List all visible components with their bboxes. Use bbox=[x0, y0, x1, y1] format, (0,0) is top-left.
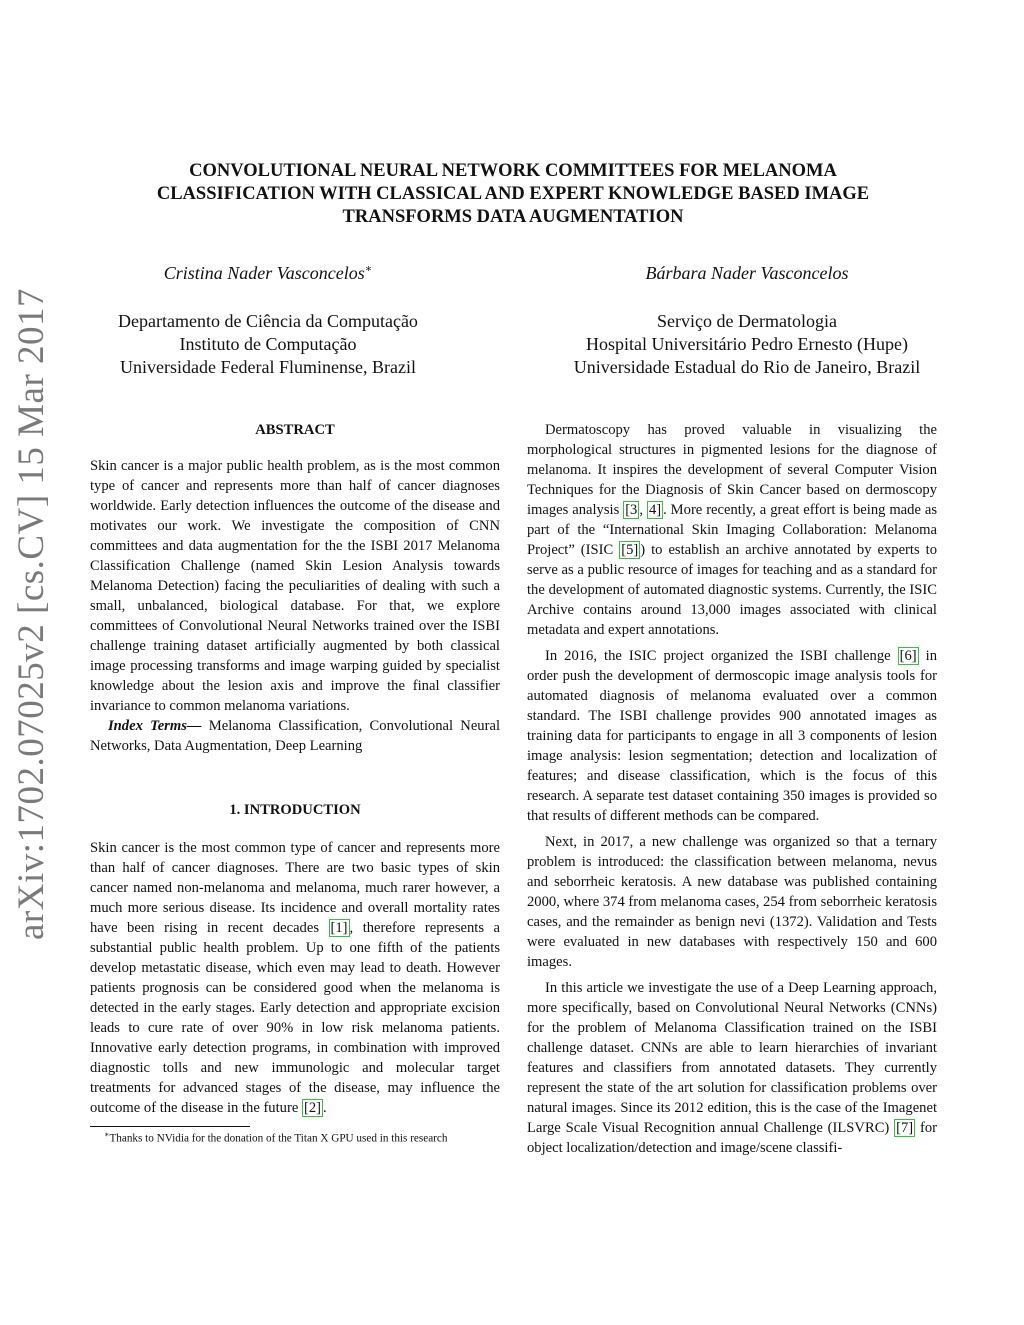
citation-link[interactable]: [5] bbox=[621, 542, 639, 558]
introduction-paragraph: Skin cancer is the most common type of cancer and represents more than half of cancer diagnoses. There are two basic types of skin cancer named non-melanoma and melanoma, much rarer however, a much more serious disease. Its incidence and overall mortality rates have been rising in recent decades [1] , therefore represents a substantial public health problem. Up to one fifth of the patients develop metastatic disease, which even may lead to death. However patients prognosis can be considered good when the melanoma is detected in the early stages. Early detection and appropriate excision leads to cure rate of over 90% in low risk melanoma patients. Innovative early detection programs, in combination with improved diagnostic tolls and new immunologic and molecular target treatments for advanced stages of the disease, may influence the outcome of the disease in the future [2] . bbox=[90, 840, 500, 1116]
abstract-heading: ABSTRACT bbox=[255, 422, 335, 438]
footnote: ∗Thanks to NVidia for the donation of the Titan X GPU used in this research bbox=[104, 1130, 448, 1145]
arxiv-identifier-stamp: arXiv:1702.07025v2 [cs.CV] 15 Mar 2017 bbox=[11, 287, 52, 940]
index-terms-label: Index Terms— bbox=[108, 718, 202, 734]
index-terms bbox=[90, 716, 500, 756]
body-paragraph: Next, in 2017, a new challenge was organized so that a ternary problem is introduced: the classification between melanoma, nevus and seborrheic keratosis. A new database was published containing 2000, where 374 from melanoma cases, 254 from seborrheic keratosis cases, and the remainder as benign nevi (1372). Validation and Tests were evaluated in new databases with respectively 150 and 600 images. bbox=[527, 834, 937, 970]
citation-link[interactable]: [3 bbox=[625, 502, 638, 518]
title-line: TRANSFORMS DATA AUGMENTATION bbox=[342, 207, 684, 227]
affiliation-line: Hospital Universitário Pedro Ernesto (Hupe) bbox=[586, 334, 908, 354]
left-column bbox=[90, 420, 500, 1147]
title-line: CONVOLUTIONAL NEURAL NETWORK COMMITTEES FOR MELANOMA bbox=[189, 161, 837, 181]
author-affiliation bbox=[537, 310, 957, 379]
author-block-2 bbox=[537, 256, 957, 379]
footnote-mark: ∗ bbox=[364, 263, 373, 275]
affiliation-line: Serviço de Dermatologia bbox=[657, 311, 837, 331]
index-terms-text: Melanoma Classification, Convolutional Neural Networks, Data Augmentation, Deep Learning bbox=[90, 718, 501, 754]
affiliation-line: Instituto de Computação bbox=[179, 334, 357, 354]
author-affiliation bbox=[58, 310, 478, 379]
citation-link[interactable]: [7] bbox=[896, 1120, 914, 1136]
body-paragraph: Dermatoscopy has proved valuable in visualizing the morphological structures in pigmented lesions for the diagnose of melanoma. It inspires the development of several Computer Vision Techniques for the Diagnosis of Skin Cancer based on dermoscopy images analysis [3 , 4] . More recently, a great effort is being made as part of the “International Skin Imaging Collaboration: Melanoma Project” (ISIC [5] ) to establish an archive annotated by experts to serve as a public resource of images for teaching and as a standard for the development of automated diagnostic systems. Currently, the ISIC Archive contains around 13,000 images associated with clinical metadata and expert annotations. bbox=[527, 422, 938, 638]
body-paragraph: In 2016, the ISIC project organized the ISBI challenge [6] in order push the development of dermoscopic image analysis tools for automated diagnosis of melanoma evaluated over a common standard. The ISBI challenge provides 900 annotated images as training data for participants to engage in all 3 components of lesion image analysis: lesion segmentation; detection and localization of features; and disease classification, which is the focus of this research. A separate test dataset containing 350 images is provided so that results of different methods can be compared. bbox=[527, 648, 938, 824]
title-line: CLASSIFICATION WITH CLASSICAL AND EXPERT KNOWLEDGE BASED IMAGE bbox=[156, 184, 870, 204]
citation-link[interactable]: [1] bbox=[330, 920, 348, 936]
affiliation-line: Universidade Estadual do Rio de Janeiro, Brazil bbox=[573, 357, 921, 377]
author-name: Bárbara Nader Vasconcelos bbox=[645, 263, 849, 283]
author-block-1 bbox=[58, 256, 478, 379]
citation-link[interactable]: [6] bbox=[899, 648, 917, 664]
paper-title bbox=[90, 160, 936, 229]
footnote-mark: ∗ bbox=[104, 1130, 110, 1139]
introduction-heading: 1. INTRODUCTION bbox=[229, 802, 361, 818]
citation-link[interactable]: [2] bbox=[303, 1100, 321, 1116]
affiliation-line: Universidade Federal Fluminense, Brazil bbox=[120, 357, 416, 377]
right-column bbox=[527, 420, 937, 1158]
body-paragraph: In this article we investigate the use of a Deep Learning approach, more specifically, based on Convolutional Neural Networks (CNNs) for the problem of Melanoma Classification trained on the ISBI challenge dataset. CNNs are able to learn hierarchies of invariant features and classifiers from annotated datasets. They currently represent the state of the art solution for classification problems over natural images. Since its 2012 edition, this is the case of the Imagenet Large Scale Visual Recognition annual Challenge (ILSVRC) [7] for object localization/detection and image/scene classifi- bbox=[527, 980, 937, 1156]
citation-link[interactable]: 4] bbox=[648, 502, 662, 518]
author-name: Cristina Nader Vasconcelos∗ bbox=[163, 263, 373, 283]
abstract-text: Skin cancer is a major public health problem, as is the most common type of cancer and represents more than half of cancer diagnoses worldwide. Early detection influences the outcome of the disease and motivates our work. We investigate the composition of CNN committees and data augmentation for the the ISBI 2017 Melanoma Classification Challenge (named Skin Lesion Analysis towards Melanoma Detection) facing the peculiarities of dealing with such a small, unbalanced, biological database. For that, we explore committees of Convolutional Neural Networks trained over the ISBI challenge training dataset artificially augmented by both classical image processing transforms and image warping guided by specialist knowledge about the lesion axis and improve the final classifier invariance to common melanoma variations. bbox=[90, 458, 500, 714]
affiliation-line: Departamento de Ciência da Computação bbox=[118, 311, 418, 331]
